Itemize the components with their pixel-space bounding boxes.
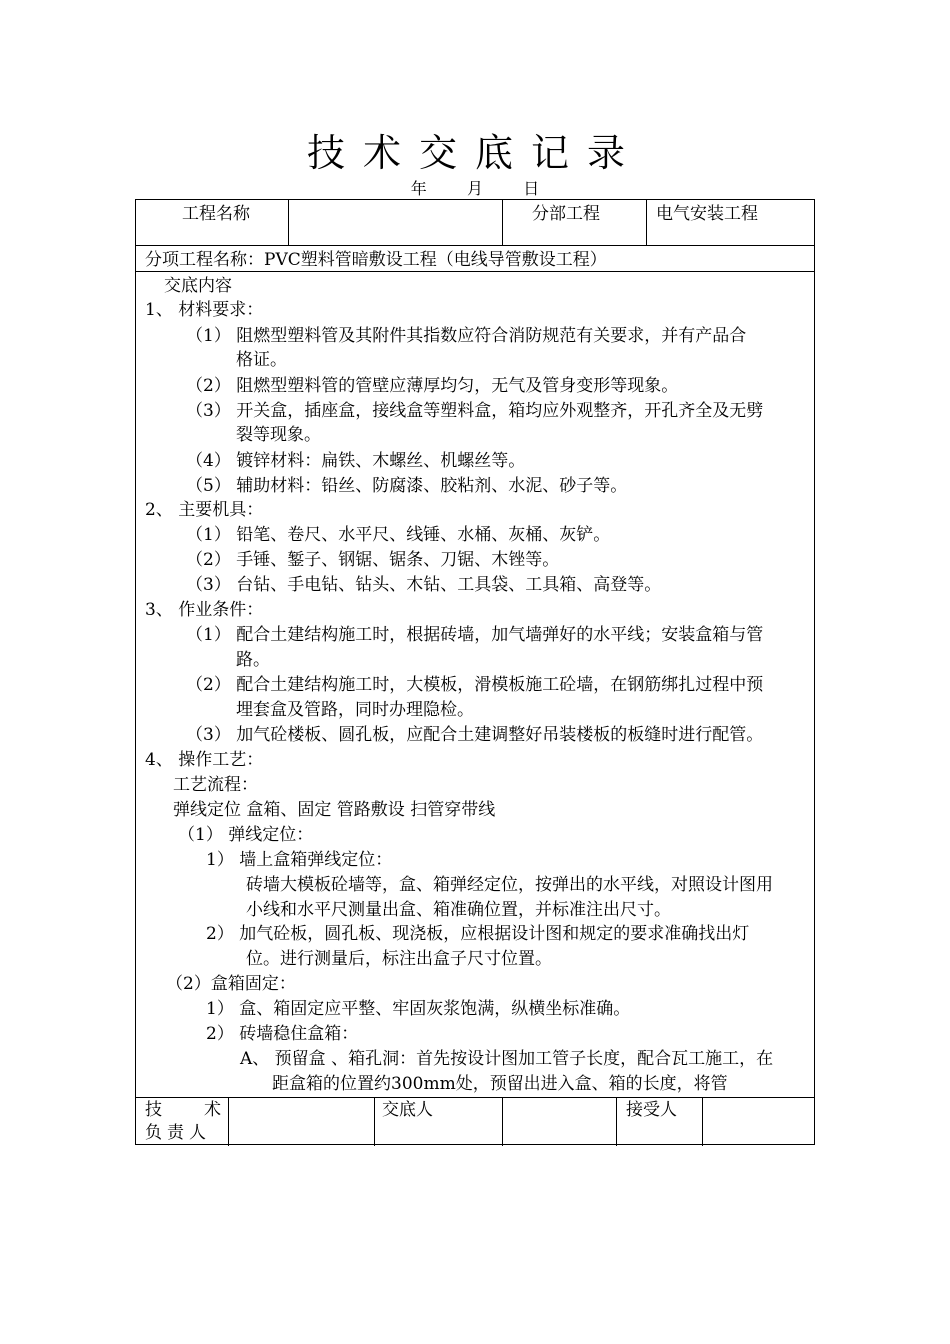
- content-line: 埋套盒及管路，同时办理隐检。: [236, 700, 474, 720]
- section-heading: 4、 操作工艺：: [145, 750, 264, 770]
- content-line: 2） 加气砼板，圆孔板、现浇板，应根据设计图和规定的要求准确找出灯: [206, 924, 750, 944]
- divider: [616, 1097, 617, 1146]
- content-line: 1） 墙上盒箱弹线定位：: [206, 850, 393, 870]
- division-value: 电气安装工程: [656, 204, 758, 224]
- divider: [502, 200, 503, 245]
- content-line: （2） 手锤、錾子、钢锯、锯条、刀锯、木锉等。: [186, 550, 560, 570]
- divider: [288, 200, 289, 245]
- divider: [702, 1097, 703, 1146]
- divider: [502, 1097, 503, 1146]
- content-line: （5） 辅助材料：铅丝、防腐漆、胶粘剂、水泥、砂子等。: [186, 476, 628, 496]
- content-line: （1） 阻燃型塑料管及其附件其指数应符合消防规范有关要求，并有产品合: [186, 326, 747, 346]
- content-line: 格证。: [236, 350, 287, 370]
- tech-lead-label-top: [145, 1099, 221, 1121]
- receiver-label: 接受人: [626, 1100, 677, 1120]
- date-line: [0, 176, 950, 199]
- record-table: [135, 199, 815, 1145]
- content-line: A、 预留盒 、箱孔洞：首先按设计图加工管子长度，配合瓦工施工，在: [240, 1049, 774, 1069]
- divider: [228, 1097, 229, 1146]
- subitem-name: 分项工程名称：PVC塑料管暗敷设工程（电线导管敷设工程）: [145, 250, 607, 270]
- content-line: （1） 弹线定位：: [178, 825, 314, 845]
- content-line: （1） 配合土建结构施工时，根据砖墙，加气墙弹好的水平线；安装盒箱与管: [186, 625, 764, 645]
- tech-lead-char: 术: [204, 1100, 221, 1120]
- divider: [136, 1097, 814, 1098]
- content-line: （1） 铅笔、卷尺、水平尺、线锤、水桶、灰桶、灰铲。: [186, 525, 611, 545]
- content-line: 小线和水平尺测量出盒、箱准确位置，并标准注出尺寸。: [246, 900, 671, 920]
- section-heading: 1、 材料要求：: [145, 300, 264, 320]
- content-line: （4） 镀锌材料：扁铁、木螺丝、机螺丝等。: [186, 451, 526, 471]
- content-line: 位。进行测量后，标注出盒子尺寸位置。: [246, 949, 552, 969]
- tech-lead-char: 技: [145, 1100, 162, 1120]
- content-line: 工艺流程：: [173, 775, 258, 795]
- project-name-label: 工程名称: [182, 204, 250, 224]
- divider: [646, 200, 647, 245]
- content-line: 砖墙大模板砼墙等，盒、箱弹经定位，按弹出的水平线，对照设计图用: [246, 875, 773, 895]
- date-month-label: 月: [466, 179, 483, 198]
- content-line: （2） 阻燃型塑料管的管壁应薄厚均匀，无气及管身变形等现象。: [186, 376, 679, 396]
- content-line: （2） 配合土建结构施工时，大模板，滑模板施工砼墙，在钢筋绑扎过程中预: [186, 675, 764, 695]
- content-line: 1） 盒、箱固定应平整、牢固灰浆饱满，纵横坐标准确。: [206, 999, 631, 1019]
- division-label: 分部工程: [532, 204, 600, 224]
- content-line: （3） 加气砼楼板、圆孔板，应配合土建调整好吊装楼板的板缝时进行配管。: [186, 725, 764, 745]
- content-line: （3） 台钻、手电钻、钻头、木钻、工具袋、工具箱、高登等。: [186, 575, 662, 595]
- divider: [136, 245, 814, 246]
- process-flow: 弹线定位 盒箱、固定 管路敷设 扫管穿带线: [173, 800, 496, 820]
- content-line: 2） 砖墙稳住盒箱：: [206, 1024, 359, 1044]
- divider: [136, 271, 814, 272]
- tech-lead-label-bottom: 负责人: [145, 1123, 211, 1143]
- divider: [374, 1097, 375, 1146]
- section-heading: 2、 主要机具：: [145, 500, 264, 520]
- date-day-label: 日: [523, 179, 540, 198]
- content-heading: 交底内容: [164, 276, 232, 296]
- content-line: 裂等现象。: [236, 425, 321, 445]
- content-line: （2）盒箱固定：: [166, 974, 296, 994]
- date-year-label: 年: [410, 179, 427, 198]
- section-heading: 3、 作业条件：: [145, 600, 264, 620]
- content-line: 距盒箱的位置约300mm处，预留出进入盒、箱的长度，将管: [272, 1074, 728, 1094]
- content-line: 路。: [236, 650, 270, 670]
- presenter-label: 交底人: [382, 1100, 433, 1120]
- document-title: 技术交底记录: [306, 131, 643, 175]
- content-line: （3） 开关盒，插座盒，接线盒等塑料盒，箱均应外观整齐，开孔齐全及无劈: [186, 401, 764, 421]
